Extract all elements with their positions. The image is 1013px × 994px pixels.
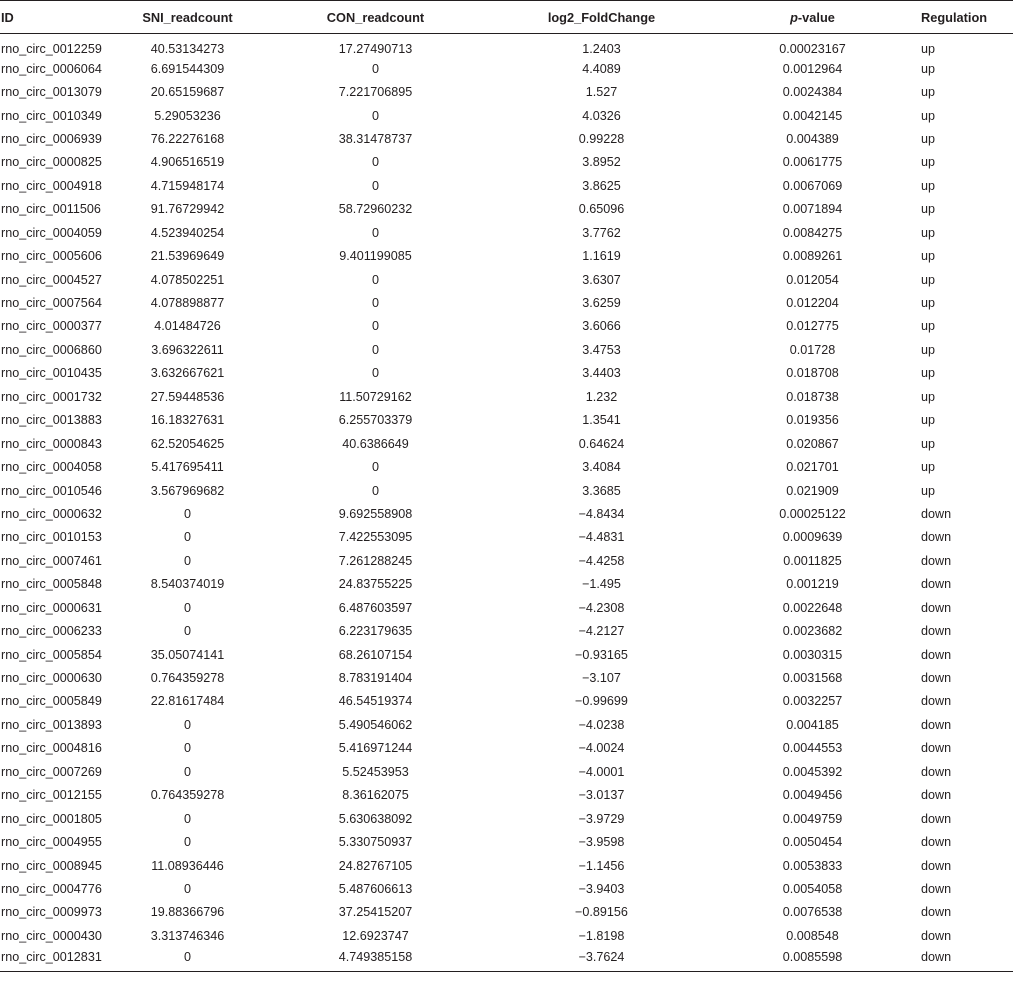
cell-sni-readcount: 4.078898877 — [150, 296, 225, 311]
cell-regulation: down — [921, 764, 952, 779]
cell-con-readcount: 37.25415207 — [338, 905, 413, 920]
cell-p-value: 0.0061775 — [782, 155, 843, 170]
cell-log2-foldchange: 1.527 — [585, 85, 618, 100]
table-row — [0, 34, 1013, 57]
cell-log2-foldchange: 3.4084 — [582, 460, 621, 475]
cell-log2-foldchange: −0.89156 — [575, 905, 628, 920]
cell-regulation: down — [921, 905, 952, 920]
cell-con-readcount: 5.416971244 — [338, 741, 413, 756]
cell-log2-foldchange: −1.8198 — [578, 928, 625, 943]
cell-p-value: 0.0044553 — [782, 741, 843, 756]
cell-con-readcount: 5.330750937 — [338, 835, 413, 850]
cell-regulation: down — [921, 835, 952, 850]
cell-id: rno_circ_0005848 — [1, 577, 102, 592]
header-p-italic: p — [790, 9, 798, 25]
table-row — [0, 760, 1013, 783]
cell-p-value: 0.0042145 — [782, 108, 843, 123]
cell-sni-readcount: 19.88366796 — [150, 905, 225, 920]
cell-p-value: 0.0049456 — [782, 788, 843, 803]
cell-id: rno_circ_0000630 — [1, 671, 102, 686]
cell-con-readcount: 0 — [371, 61, 379, 76]
cell-regulation: down — [921, 600, 952, 615]
cell-regulation: up — [921, 413, 936, 428]
cell-p-value: 0.0076538 — [782, 905, 843, 920]
cell-regulation: up — [921, 366, 936, 381]
cell-sni-readcount: 4.906516519 — [150, 155, 225, 170]
cell-con-readcount: 9.401199085 — [339, 249, 412, 264]
table-row — [0, 362, 1013, 385]
cell-id: rno_circ_0009973 — [1, 905, 102, 920]
cell-p-value: 0.0054058 — [782, 881, 843, 896]
table-row — [0, 713, 1013, 736]
cell-sni-readcount: 4.01484726 — [154, 319, 221, 334]
cell-log2-foldchange: 3.7762 — [582, 225, 621, 240]
cell-log2-foldchange: 3.6307 — [582, 272, 621, 287]
cell-id: rno_circ_0000825 — [1, 155, 102, 170]
cell-p-value: 0.0049759 — [782, 811, 843, 826]
cell-con-readcount: 11.50729162 — [339, 389, 412, 404]
cell-log2-foldchange: 1.1619 — [582, 249, 621, 264]
header-id: ID — [0, 1, 120, 34]
cell-sni-readcount: 11.08936446 — [151, 858, 224, 873]
cell-log2-foldchange: −1.1456 — [578, 858, 625, 873]
cell-id: rno_circ_0000632 — [1, 506, 102, 521]
cell-con-readcount: 0 — [371, 483, 379, 498]
table-row — [0, 338, 1013, 361]
cell-log2-foldchange: 3.6066 — [582, 319, 621, 334]
cell-sni-readcount: 40.53134273 — [150, 42, 225, 57]
cell-con-readcount: 24.83755225 — [338, 577, 413, 592]
cell-regulation: down — [921, 694, 952, 709]
cell-con-readcount: 8.36162075 — [342, 788, 409, 803]
cell-regulation: up — [921, 225, 936, 240]
cell-p-value: 0.012204 — [786, 296, 839, 311]
cell-id: rno_circ_0013893 — [1, 717, 102, 732]
cell-id: rno_circ_0012831 — [0, 948, 120, 971]
cell-sni-readcount: 76.22276168 — [150, 131, 225, 146]
cell-p-value: 0.021701 — [786, 460, 839, 475]
cell-con-readcount: 7.422553095 — [338, 530, 413, 545]
cell-id: rno_circ_0007564 — [1, 296, 102, 311]
table-row — [0, 854, 1013, 877]
cell-regulation: down — [921, 928, 952, 943]
cell-sni-readcount: 5.29053236 — [154, 108, 221, 123]
cell-id: rno_circ_0010153 — [1, 530, 102, 545]
cell-sni-readcount: 0 — [183, 530, 191, 545]
cell-p-value: 0.0031568 — [782, 671, 843, 686]
cell-log2-foldchange: −0.93165 — [575, 647, 628, 662]
cell-sni-readcount: 3.313746346 — [150, 928, 225, 943]
cell-id: rno_circ_0012155 — [1, 788, 102, 803]
cell-regulation: down — [921, 741, 952, 756]
cell-id: rno_circ_0004058 — [1, 460, 102, 475]
cell-con-readcount: 40.6386649 — [342, 436, 409, 451]
cell-con-readcount: 6.223179635 — [338, 624, 413, 639]
cell-sni-readcount: 6.691544309 — [150, 61, 225, 76]
cell-log2-foldchange: −3.9403 — [578, 881, 625, 896]
cell-regulation: down — [921, 671, 952, 686]
header-p-suffix: -value — [797, 9, 835, 25]
cell-id: rno_circ_0006064 — [1, 61, 102, 76]
cell-p-value: 0.01728 — [789, 342, 836, 357]
cell-sni-readcount: 0 — [120, 948, 255, 971]
cell-con-readcount: 46.54519374 — [338, 694, 413, 709]
cell-id: rno_circ_0001732 — [1, 389, 102, 404]
cell-con-readcount: 0 — [371, 178, 379, 193]
cell-p-value: 0.0084275 — [782, 225, 843, 240]
table-header — [0, 1, 1013, 34]
table-row — [0, 643, 1013, 666]
table-row — [0, 502, 1013, 525]
cell-sni-readcount: 0 — [183, 506, 191, 521]
cell-regulation: up — [921, 108, 936, 123]
cell-p-value: 0.0030315 — [782, 647, 843, 662]
header-p-value — [707, 1, 918, 34]
cell-con-readcount: 4.749385158 — [255, 948, 496, 971]
cell-con-readcount: 68.26107154 — [338, 647, 413, 662]
cell-con-readcount: 0 — [371, 108, 379, 123]
cell-id: rno_circ_0004527 — [1, 272, 102, 287]
cell-id: rno_circ_0004955 — [1, 835, 102, 850]
cell-sni-readcount: 4.715948174 — [150, 178, 225, 193]
cell-regulation: up — [921, 296, 936, 311]
cell-log2-foldchange: 1.2403 — [582, 42, 621, 57]
cell-id: rno_circ_0006939 — [1, 131, 102, 146]
cell-id: rno_circ_0005606 — [1, 249, 102, 264]
table-row — [0, 526, 1013, 549]
cell-p-value: 0.0089261 — [782, 249, 843, 264]
cell-regulation: up — [921, 342, 936, 357]
cell-log2-foldchange: 0.65096 — [578, 202, 625, 217]
cell-p-value: 0.00023167 — [779, 42, 846, 57]
cell-log2-foldchange: 3.6259 — [582, 296, 621, 311]
cell-con-readcount: 9.692558908 — [338, 506, 413, 521]
header-regulation: Regulation — [918, 1, 1013, 34]
cell-regulation: up — [921, 61, 936, 76]
table-row — [0, 315, 1013, 338]
cell-sni-readcount: 0 — [183, 835, 191, 850]
header-con-readcount: CON_readcount — [255, 1, 496, 34]
cell-log2-foldchange: −1.495 — [582, 577, 621, 592]
cell-log2-foldchange: −4.4831 — [578, 530, 625, 545]
cell-id: rno_circ_0010435 — [1, 366, 102, 381]
cell-id: rno_circ_0000631 — [1, 600, 102, 615]
cell-regulation: down — [921, 717, 952, 732]
table-row — [0, 807, 1013, 830]
table-row — [0, 151, 1013, 174]
cell-sni-readcount: 0 — [183, 764, 191, 779]
table-row — [0, 619, 1013, 642]
cell-p-value: 0.00025122 — [779, 506, 846, 521]
cell-log2-foldchange: −3.0137 — [578, 788, 625, 803]
cell-sni-readcount: 20.65159687 — [150, 85, 225, 100]
cell-con-readcount: 0 — [371, 272, 379, 287]
header-log2-foldchange: log2_FoldChange — [496, 1, 707, 34]
cell-log2-foldchange: −4.8434 — [578, 506, 625, 521]
cell-p-value: 0.0022648 — [782, 600, 843, 615]
table-row — [0, 596, 1013, 619]
cell-con-readcount: 5.490546062 — [338, 717, 413, 732]
cell-con-readcount: 7.221706895 — [338, 85, 413, 100]
cell-id: rno_circ_0004816 — [1, 741, 102, 756]
cell-id: rno_circ_0004059 — [1, 225, 102, 240]
cell-con-readcount: 24.82767105 — [338, 858, 413, 873]
cell-sni-readcount: 16.18327631 — [150, 413, 225, 428]
cell-regulation: down — [921, 553, 952, 568]
cell-regulation: down — [921, 788, 952, 803]
cell-log2-foldchange: −3.107 — [582, 671, 621, 686]
cell-log2-foldchange: 0.64624 — [578, 436, 625, 451]
cell-sni-readcount: 8.540374019 — [150, 577, 225, 592]
cell-con-readcount: 12.6923747 — [342, 928, 409, 943]
cell-id: rno_circ_0004918 — [1, 178, 102, 193]
cell-con-readcount: 6.255703379 — [338, 413, 413, 428]
cell-log2-foldchange: −4.0001 — [578, 764, 625, 779]
cell-con-readcount: 0 — [371, 319, 379, 334]
cell-sni-readcount: 62.52054625 — [150, 436, 225, 451]
cell-con-readcount: 0 — [371, 342, 379, 357]
cell-log2-foldchange: 1.232 — [585, 389, 618, 404]
cell-log2-foldchange: 1.3541 — [582, 413, 621, 428]
table-row — [0, 573, 1013, 596]
cell-sni-readcount: 35.05074141 — [150, 647, 225, 662]
cell-sni-readcount: 0 — [183, 624, 191, 639]
cell-id: rno_circ_0001805 — [1, 811, 102, 826]
cell-id: rno_circ_0010349 — [1, 108, 102, 123]
cell-p-value: 0.020867 — [786, 436, 839, 451]
cell-regulation: up — [921, 272, 936, 287]
cell-regulation: up — [921, 178, 936, 193]
cell-p-value: 0.0024384 — [782, 85, 843, 100]
cell-regulation: down — [921, 577, 952, 592]
table-row — [0, 690, 1013, 713]
header-sni-readcount: SNI_readcount — [120, 1, 255, 34]
table-row — [0, 174, 1013, 197]
cell-log2-foldchange: −4.4258 — [578, 553, 625, 568]
cell-sni-readcount: 5.417695411 — [151, 460, 224, 475]
cell-con-readcount: 5.487606613 — [338, 881, 413, 896]
cell-sni-readcount: 27.59448536 — [150, 389, 225, 404]
cell-id: rno_circ_0007461 — [1, 553, 102, 568]
header-row — [0, 1, 1013, 34]
cell-con-readcount: 0 — [371, 296, 379, 311]
cell-log2-foldchange: −4.2308 — [578, 600, 625, 615]
cell-p-value: 0.0012964 — [782, 61, 843, 76]
table-row — [0, 549, 1013, 572]
table-body — [0, 34, 1013, 972]
cell-log2-foldchange: −4.0238 — [578, 717, 625, 732]
cell-regulation: up — [921, 319, 936, 334]
cell-p-value: 0.021909 — [786, 483, 839, 498]
cell-con-readcount: 5.52453953 — [342, 764, 409, 779]
cell-regulation: down — [921, 624, 952, 639]
cell-p-value: 0.0085598 — [707, 948, 918, 971]
table-row — [0, 198, 1013, 221]
cell-id: rno_circ_0005849 — [1, 694, 102, 709]
cell-log2-foldchange: −4.2127 — [578, 624, 625, 639]
cell-p-value: 0.0050454 — [782, 835, 843, 850]
cell-regulation: up — [921, 389, 936, 404]
table-row — [0, 948, 1013, 971]
cell-sni-readcount: 0 — [183, 741, 191, 756]
cell-sni-readcount: 0 — [183, 717, 191, 732]
cell-regulation: down — [921, 647, 952, 662]
cell-id: rno_circ_0012259 — [1, 42, 102, 57]
table-row — [0, 385, 1013, 408]
cell-p-value: 0.0011825 — [783, 553, 842, 568]
cell-con-readcount: 17.27490713 — [338, 42, 413, 57]
cell-sni-readcount: 0 — [183, 553, 191, 568]
cell-sni-readcount: 91.76729942 — [150, 202, 225, 217]
cell-p-value: 0.019356 — [786, 413, 839, 428]
cell-p-value: 0.0023682 — [782, 624, 843, 639]
cell-sni-readcount: 3.696322611 — [151, 342, 224, 357]
cell-id: rno_circ_0000843 — [1, 436, 102, 451]
cell-sni-readcount: 3.567969682 — [150, 483, 225, 498]
cell-p-value: 0.012775 — [786, 319, 839, 334]
cell-regulation: down — [921, 506, 952, 521]
table-row — [0, 830, 1013, 853]
cell-log2-foldchange: 3.4403 — [582, 366, 621, 381]
table-row — [0, 268, 1013, 291]
table-row — [0, 924, 1013, 947]
cell-con-readcount: 58.72960232 — [338, 202, 413, 217]
cell-id: rno_circ_0004776 — [1, 881, 102, 896]
table-row — [0, 127, 1013, 150]
table-row — [0, 57, 1013, 80]
cell-regulation: down — [921, 811, 952, 826]
cell-p-value: 0.004185 — [786, 717, 839, 732]
cell-log2-foldchange: 4.0326 — [582, 108, 621, 123]
cell-sni-readcount: 4.078502251 — [150, 272, 225, 287]
cell-sni-readcount: 3.632667621 — [150, 366, 225, 381]
table-row — [0, 80, 1013, 103]
cell-p-value: 0.0045392 — [782, 764, 843, 779]
cell-sni-readcount: 0 — [183, 881, 191, 896]
cell-id: rno_circ_0000377 — [1, 319, 102, 334]
cell-log2-foldchange: 0.99228 — [578, 131, 625, 146]
cell-regulation: up — [921, 42, 936, 57]
cell-sni-readcount: 0.764359278 — [150, 671, 225, 686]
cell-id: rno_circ_0011506 — [1, 202, 101, 217]
cell-p-value: 0.004389 — [786, 131, 839, 146]
table-row — [0, 409, 1013, 432]
cell-con-readcount: 0 — [371, 366, 379, 381]
cell-regulation: down — [921, 530, 952, 545]
cell-regulation: up — [921, 436, 936, 451]
cell-log2-foldchange: 3.8625 — [582, 178, 621, 193]
table-row — [0, 432, 1013, 455]
cell-regulation: down — [921, 881, 952, 896]
cell-p-value: 0.001219 — [786, 577, 839, 592]
cell-p-value: 0.012054 — [786, 272, 839, 287]
cell-id: rno_circ_0013079 — [1, 85, 102, 100]
cell-con-readcount: 6.487603597 — [338, 600, 413, 615]
cell-id: rno_circ_0013883 — [1, 413, 102, 428]
cell-id: rno_circ_0000430 — [1, 928, 102, 943]
table-row — [0, 221, 1013, 244]
cell-id: rno_circ_0005854 — [1, 647, 102, 662]
cell-id: rno_circ_0006860 — [1, 342, 102, 357]
cell-log2-foldchange: −4.0024 — [578, 741, 625, 756]
cell-p-value: 0.0067069 — [782, 178, 843, 193]
cell-con-readcount: 0 — [371, 225, 379, 240]
cell-regulation: up — [921, 249, 936, 264]
cell-sni-readcount: 22.81617484 — [150, 694, 225, 709]
cell-log2-foldchange: −3.9598 — [578, 835, 625, 850]
cell-regulation: down — [918, 948, 1013, 971]
cell-regulation: up — [921, 131, 936, 146]
table-row — [0, 291, 1013, 314]
cell-p-value: 0.018738 — [786, 389, 839, 404]
cell-sni-readcount: 4.523940254 — [150, 225, 225, 240]
cell-regulation: up — [921, 155, 936, 170]
cell-con-readcount: 0 — [371, 155, 379, 170]
table-row — [0, 737, 1013, 760]
cell-regulation: up — [921, 483, 936, 498]
table-row — [0, 455, 1013, 478]
cell-id: rno_circ_0010546 — [1, 483, 102, 498]
cell-con-readcount: 38.31478737 — [338, 131, 413, 146]
cell-id: rno_circ_0008945 — [1, 858, 102, 873]
cell-p-value: 0.0053833 — [782, 858, 843, 873]
cell-p-value: 0.018708 — [786, 366, 839, 381]
cell-con-readcount: 0 — [371, 460, 379, 475]
table-row — [0, 901, 1013, 924]
cell-sni-readcount: 0.764359278 — [150, 788, 225, 803]
table-row — [0, 877, 1013, 900]
cell-p-value: 0.008548 — [786, 928, 839, 943]
table-row — [0, 479, 1013, 502]
cell-regulation: up — [921, 202, 936, 217]
cell-id: rno_circ_0007269 — [1, 764, 102, 779]
table-row — [0, 104, 1013, 127]
cell-p-value: 0.0071894 — [782, 202, 843, 217]
cell-regulation: down — [921, 858, 952, 873]
cell-log2-foldchange: −0.99699 — [575, 694, 628, 709]
cell-con-readcount: 7.261288245 — [338, 553, 413, 568]
cell-log2-foldchange: 3.4753 — [582, 342, 621, 357]
cell-regulation: up — [921, 460, 936, 475]
table-row — [0, 666, 1013, 689]
cell-sni-readcount: 0 — [183, 600, 191, 615]
cell-con-readcount: 8.783191404 — [338, 671, 413, 686]
cell-regulation: up — [921, 85, 936, 100]
table-row — [0, 244, 1013, 267]
cell-log2-foldchange: 4.4089 — [582, 61, 621, 76]
cell-sni-readcount: 0 — [183, 811, 191, 826]
cell-log2-foldchange: 3.3685 — [582, 483, 621, 498]
cell-sni-readcount: 21.53969649 — [150, 249, 225, 264]
cell-id: rno_circ_0006233 — [1, 624, 102, 639]
table-row — [0, 784, 1013, 807]
cell-p-value: 0.0009639 — [782, 530, 843, 545]
cell-p-value: 0.0032257 — [782, 694, 843, 709]
cell-log2-foldchange: −3.7624 — [496, 948, 707, 971]
cell-log2-foldchange: −3.9729 — [578, 811, 625, 826]
cell-log2-foldchange: 3.8952 — [582, 155, 621, 170]
cell-con-readcount: 5.630638092 — [338, 811, 413, 826]
